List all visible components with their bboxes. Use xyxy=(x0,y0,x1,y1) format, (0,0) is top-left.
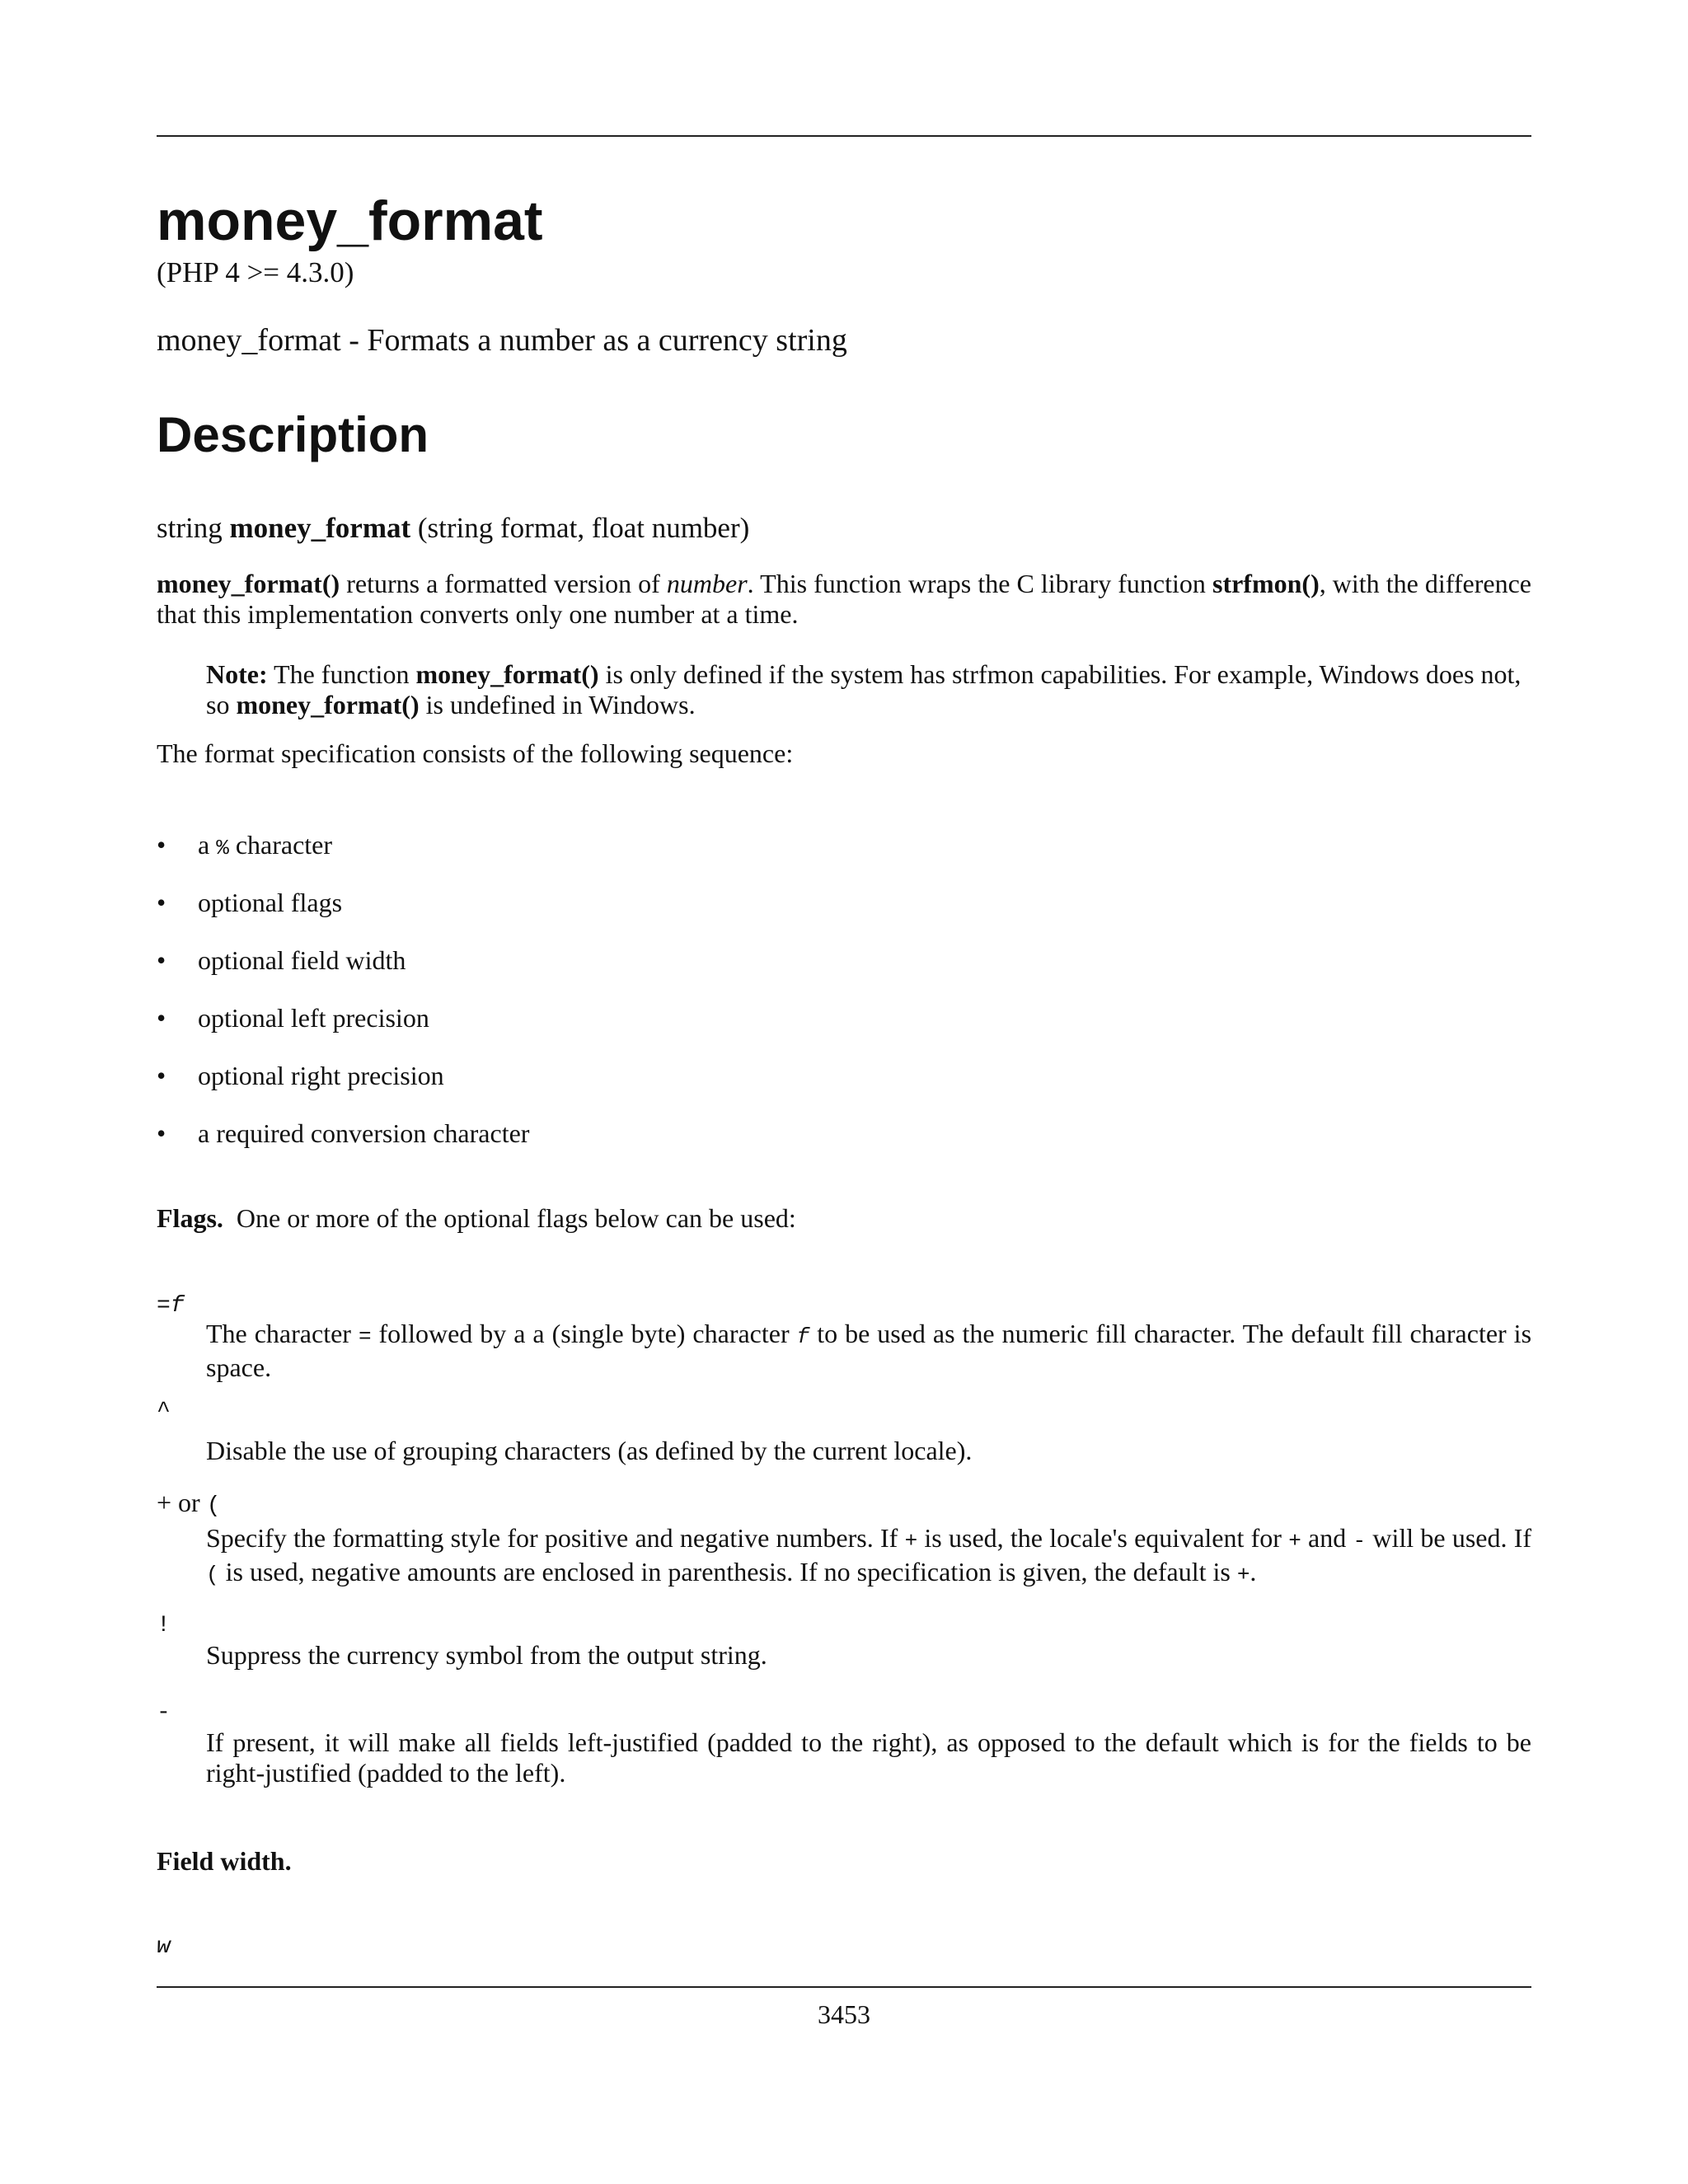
flag-sign-desc-plus2: + xyxy=(1288,1529,1301,1554)
flag-sign-desc-3: and xyxy=(1301,1523,1353,1553)
bullet-icon: • xyxy=(157,1003,166,1033)
synopsis-function-name: money_format xyxy=(229,512,411,544)
intro-cfunc: strfmon() xyxy=(1212,569,1320,598)
flag-fill-desc-1: The character xyxy=(206,1319,359,1348)
flag-sign-or: or xyxy=(171,1488,207,1517)
flags-heading: Flags. xyxy=(157,1203,223,1233)
list-item xyxy=(157,829,529,887)
sequence-list xyxy=(157,829,529,1175)
field-width-section xyxy=(157,1846,1531,1877)
list-item xyxy=(157,1002,529,1060)
flag-caret-desc: Disable the use of grouping characters (as defined by the current locale). xyxy=(206,1436,973,1465)
flag-sign-desc-5: is used, negative amounts are enclosed in parenthesis. If no specification is given, the default is xyxy=(218,1557,1237,1586)
header-rule xyxy=(157,135,1531,137)
flag-fill-desc-eq: = xyxy=(358,1324,372,1349)
note-text-3: is undefined in Windows. xyxy=(419,690,696,719)
flags-intro: One or more of the optional flags below can be used: xyxy=(236,1203,796,1233)
list-item-text: optional flags xyxy=(198,888,343,917)
flag-fill-desc-3: to be used as the numeric fill character. The default fill character is space. xyxy=(206,1319,1532,1382)
intro-param: number xyxy=(666,569,748,598)
note-func-2: money_format() xyxy=(236,690,420,719)
bullet-icon: • xyxy=(157,1118,166,1148)
flag-minus-term: - xyxy=(157,1700,171,1726)
field-width-term: w xyxy=(157,1934,171,1960)
function-synopsis xyxy=(157,511,749,546)
flag-sign-desc-6: . xyxy=(1250,1557,1257,1586)
version-info: (PHP 4 >= 4.3.0) xyxy=(157,256,354,288)
flag-fill-desc xyxy=(206,1319,1531,1383)
flag-fill-desc-2: followed by a a (single byte) character xyxy=(371,1319,797,1348)
flag-sign-desc-2: is used, the locale's equivalent for xyxy=(917,1523,1289,1553)
list-item-text: character xyxy=(228,830,333,860)
list-item xyxy=(157,1060,529,1118)
flag-fill-desc-f: f xyxy=(796,1324,810,1349)
sequence-intro: The format specification consists of the following sequence: xyxy=(157,738,794,768)
bullet-icon: • xyxy=(157,888,166,917)
flag-sign-term xyxy=(157,1488,221,1521)
list-item-text: a xyxy=(198,830,217,860)
flag-sign-desc-4: will be used. If xyxy=(1366,1523,1532,1553)
flag-fill-term xyxy=(157,1291,185,1320)
flag-sign-desc-plus: + xyxy=(904,1529,918,1554)
flag-bang-term: ! xyxy=(157,1613,171,1638)
field-width-heading: Field width. xyxy=(157,1846,292,1876)
list-item-text: optional left precision xyxy=(198,1003,429,1033)
synopsis-return-type: string xyxy=(157,512,223,544)
list-item-code: % xyxy=(216,836,229,860)
note-label: Note: xyxy=(206,659,268,689)
flag-bang-desc: Suppress the currency symbol from the output string. xyxy=(206,1640,767,1670)
intro-text-2: . This function wraps the C library function xyxy=(747,569,1212,598)
synopsis-params: (string format, float number) xyxy=(417,512,750,544)
flag-fill-eq: = xyxy=(157,1293,171,1319)
flag-caret-term: ^ xyxy=(157,1399,171,1424)
list-item-text: optional right precision xyxy=(198,1061,444,1090)
intro-text-3: , with the difference that this implementation converts only one number at a time. xyxy=(157,569,1532,629)
list-item xyxy=(157,1118,529,1175)
flag-sign-desc-paren: ( xyxy=(206,1563,219,1587)
flag-minus-desc: If present, it will make all fields left-justified (padded to the right), as opposed to the default which is for the fields to be right-justified (padded to the left). xyxy=(206,1727,1531,1788)
bullet-icon: • xyxy=(157,945,166,975)
list-item-text: optional field width xyxy=(198,945,406,975)
list-item xyxy=(157,944,529,1002)
page-number: 3453 xyxy=(818,1999,870,2029)
note-text-1: The function xyxy=(267,659,416,689)
flag-sign-desc-1: Specify the formatting style for positive and negative numbers. If xyxy=(206,1523,905,1553)
intro-func: money_format() xyxy=(157,569,340,598)
function-purpose: money_format - Formats a number as a currency string xyxy=(157,323,847,358)
note-func-1: money_format() xyxy=(415,659,599,689)
list-item xyxy=(157,887,529,944)
intro-paragraph xyxy=(157,569,1531,630)
bullet-icon: • xyxy=(157,1061,166,1090)
footer-rule xyxy=(157,1986,1531,1988)
flag-sign-desc xyxy=(206,1523,1531,1591)
note-text-2: is only defined if the system has strfmon capabilities. For example, Windows does not, so xyxy=(206,659,1522,719)
list-item-text: a required conversion character xyxy=(198,1118,530,1148)
description-heading: Description xyxy=(157,407,429,462)
flag-sign-paren: ( xyxy=(206,1493,221,1519)
flag-sign-plus: + xyxy=(157,1488,172,1517)
intro-text-1: returns a formatted version of xyxy=(340,569,667,598)
note-block xyxy=(206,659,1531,720)
flag-fill-f: f xyxy=(170,1293,185,1319)
flag-sign-desc-plus3: + xyxy=(1236,1563,1250,1587)
bullet-icon: • xyxy=(157,830,166,860)
flags-section xyxy=(157,1203,1531,1234)
flag-sign-desc-minus: - xyxy=(1353,1529,1367,1554)
page-title: money_format xyxy=(157,190,543,252)
